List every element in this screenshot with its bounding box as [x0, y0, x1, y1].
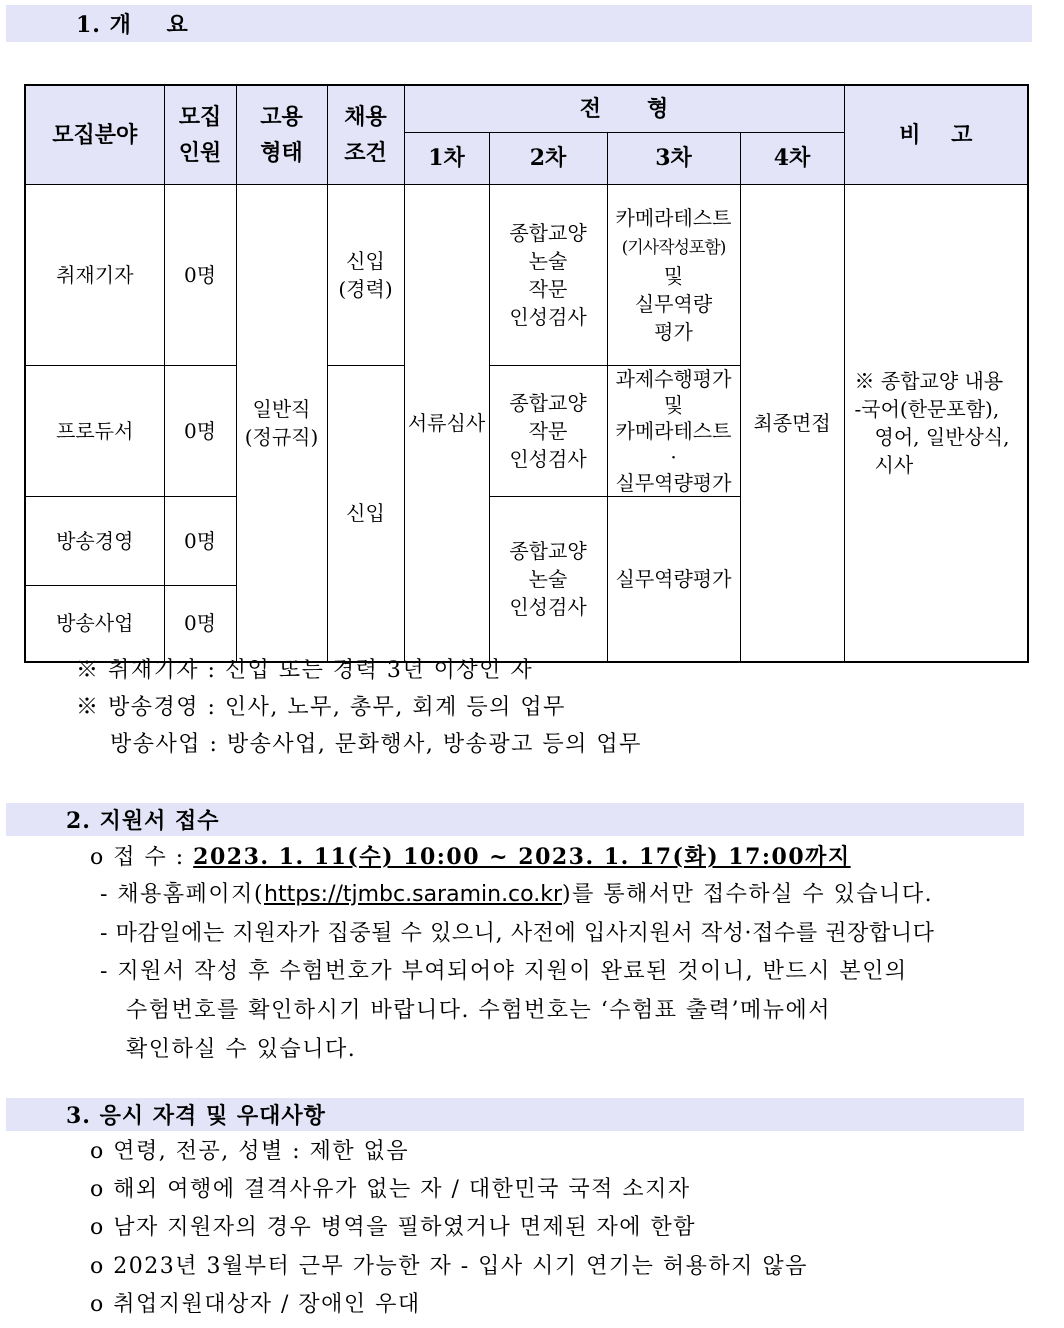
note-reporter: ※ 취재기자 : 신입 또는 경력 3년 이상인 자	[76, 658, 534, 683]
period-value: 2023. 1. 11(수) 10:00 ~ 2023. 1. 17(화) 17:00까지	[193, 844, 851, 870]
section-1-header	[6, 5, 1032, 42]
homepage-link[interactable]: https://tjmbc.saramin.co.kr	[264, 882, 563, 907]
exam-number-note: - 지원서 작성 후 수험번호가 부여되어야 지원이 완료된 것이니, 반드시 본인의	[100, 959, 908, 984]
section-2-header	[6, 803, 1024, 836]
row-field: 방송사업	[25, 585, 164, 662]
apply-homepage-line: - 채용홈페이지(https://tjmbc.saramin.co.kr)를 통해서만 접수하실 수 있습니다.	[100, 882, 934, 907]
row-count: 0명	[164, 585, 236, 662]
header-count: 모집 인원	[164, 85, 236, 184]
row-field: 프로듀서	[25, 365, 164, 496]
condition-others: 신입	[327, 365, 404, 662]
stage3-reporter: 카메라테스트 (기사작성포함) 및 실무역량 평가	[607, 184, 740, 365]
header-stage2: 2차	[489, 132, 607, 184]
qualification-item: o 남자 지원자의 경우 병역을 필하였거나 면제된 자에 한함	[90, 1215, 696, 1240]
row-count: 0명	[164, 184, 236, 365]
remarks-cell: ※ 종합교양 내용 -국어(한문포함), 영어, 일반상식, 시사	[844, 184, 1028, 662]
qualification-item: o 해외 여행에 결격사유가 없는 자 / 대한민국 국적 소지자	[90, 1177, 691, 1202]
row-field: 취재기자	[25, 184, 164, 365]
stage2-business: 종합교양 논술 인성검사	[489, 496, 607, 662]
header-employment: 고용 형태	[236, 85, 327, 184]
note-management: ※ 방송경영 : 인사, 노무, 총무, 회계 등의 업무	[76, 695, 566, 720]
stage2-reporter: 종합교양 논술 작문 인성검사	[489, 184, 607, 365]
header-stage3: 3차	[607, 132, 740, 184]
exam-number-note-2: 수험번호를 확인하시기 바랍니다. 수험번호는 ‘수험표 출력’메뉴에서	[126, 998, 832, 1023]
header-remarks: 비 고	[844, 85, 1028, 184]
stage3-business: 실무역량평가	[607, 496, 740, 662]
application-period: o 접 수 : 2023. 1. 11(수) 10:00 ~ 2023. 1. 17(화) 17:00까지	[90, 844, 851, 870]
section-3-title: 3. 응시 자격 및 우대사항	[66, 1103, 326, 1129]
employment-type: 일반직 (정규직)	[236, 184, 327, 662]
header-process: 전 형	[404, 85, 844, 132]
section-3-header	[6, 1098, 1024, 1131]
deadline-note: - 마감일에는 지원자가 집중될 수 있으니, 사전에 입사지원서 작성·접수를 권장합니다	[100, 921, 935, 946]
qualification-item: o 취업지원대상자 / 장애인 우대	[90, 1292, 421, 1317]
row-count: 0명	[164, 365, 236, 496]
stage3-producer: 과제수행평가 및 카메라테스트 · 실무역량평가	[607, 365, 740, 496]
qualification-item: o 연령, 전공, 성별 : 제한 없음	[90, 1139, 410, 1164]
section-1-title: 1. 개 요	[76, 12, 189, 38]
header-condition: 채용 조건	[327, 85, 404, 184]
stage2-producer: 종합교양 작문 인성검사	[489, 365, 607, 496]
stage4-cell: 최종면접	[740, 184, 844, 662]
section-2-title: 2. 지원서 접수	[66, 808, 220, 834]
recruitment-table	[24, 84, 1029, 663]
row-field: 방송경영	[25, 496, 164, 585]
header-stage1: 1차	[404, 132, 489, 184]
stage1-cell: 서류심사	[404, 184, 489, 662]
row-count: 0명	[164, 496, 236, 585]
condition-reporter: 신입 (경력)	[327, 184, 404, 365]
exam-number-note-3: 확인하실 수 있습니다.	[126, 1037, 357, 1062]
note-business: 방송사업 : 방송사업, 문화행사, 방송광고 등의 업무	[110, 732, 642, 757]
header-field: 모집분야	[25, 85, 164, 184]
header-stage4: 4차	[740, 132, 844, 184]
qualification-item: o 2023년 3월부터 근무 가능한 자 - 입사 시기 연기는 허용하지 않음	[90, 1254, 808, 1279]
